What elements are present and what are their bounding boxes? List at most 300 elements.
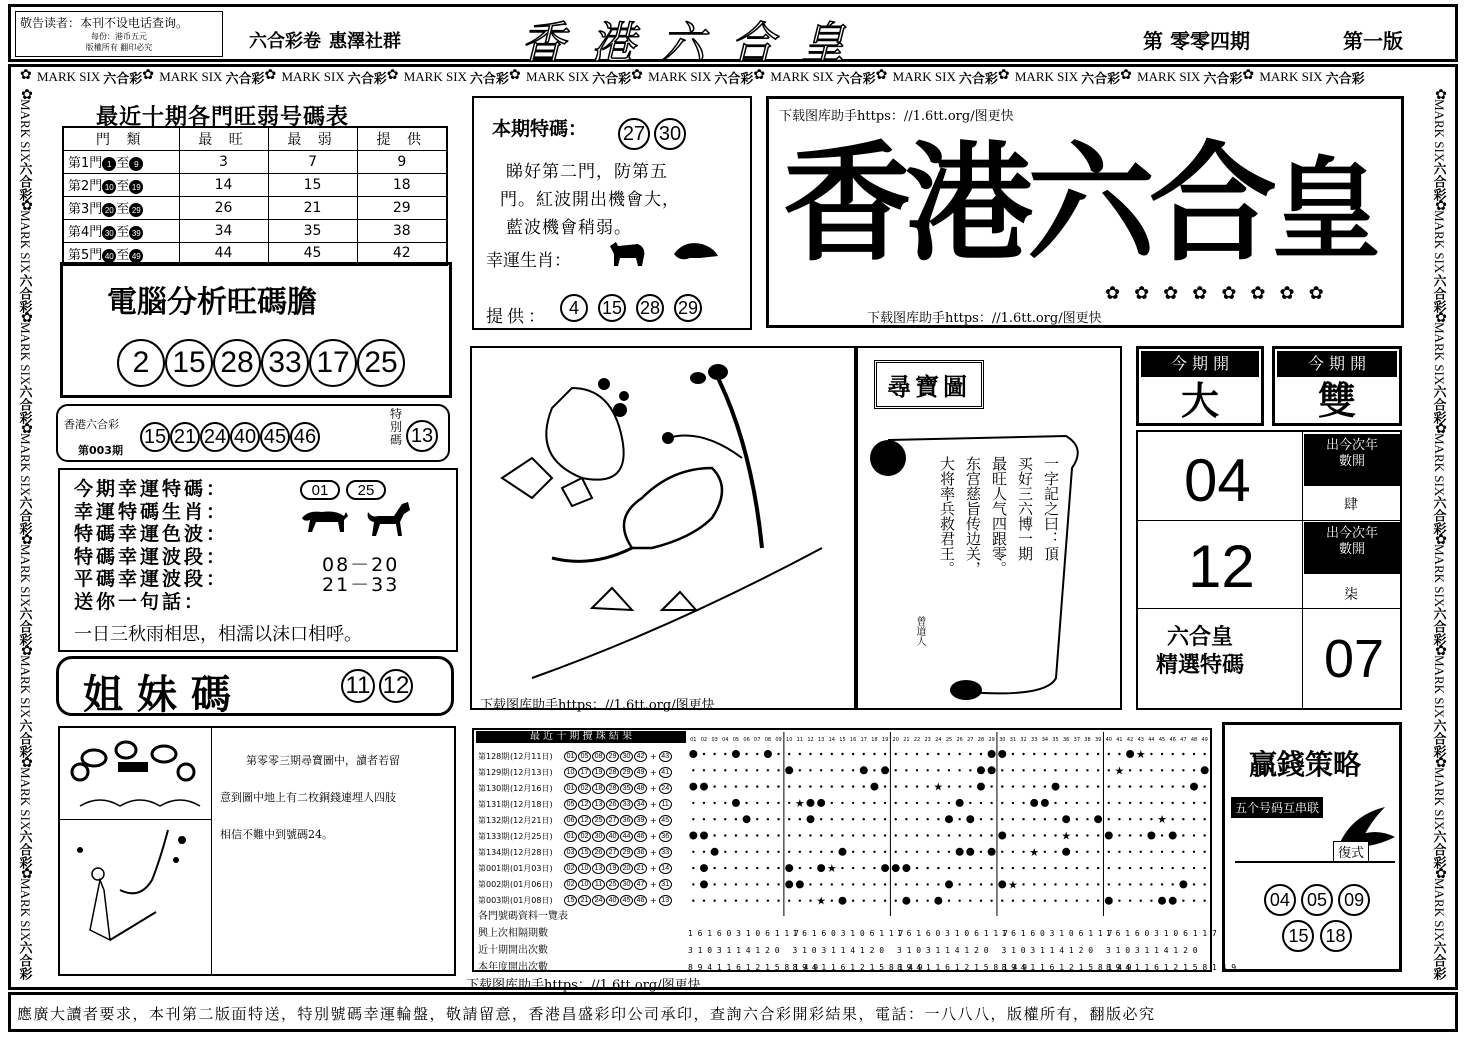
bead-dot	[926, 753, 928, 755]
bead-number: 21	[578, 895, 591, 906]
bead-hit	[700, 864, 708, 872]
bead-dot	[756, 753, 758, 755]
flower-icon	[387, 70, 401, 84]
lucky-saying: 一日三秋雨相思，相濡以沫口相呼。	[74, 624, 362, 645]
bead-dot	[809, 900, 811, 902]
bead-dot	[1086, 769, 1088, 771]
bead-dot	[745, 900, 747, 902]
bead-dot	[1140, 785, 1142, 787]
bead-dot	[895, 769, 897, 771]
bead-dot	[1076, 834, 1078, 836]
bead-hit	[956, 848, 964, 856]
number-ball: 30	[654, 118, 686, 150]
bead-star: ★	[794, 796, 805, 810]
flower-icon	[18, 535, 32, 544]
bead-dot	[788, 900, 790, 902]
bead-dot	[937, 802, 939, 804]
strip-text: MARK SIX	[648, 69, 712, 84]
bead-number: 21	[634, 863, 647, 874]
strip-brand: 六合彩	[836, 71, 876, 87]
bead-dot	[1033, 883, 1035, 885]
bead-col-label: 06	[743, 737, 750, 743]
bead-dot	[799, 867, 801, 869]
bead-dot	[905, 834, 907, 836]
bead-col-label: 44	[1148, 737, 1155, 743]
bead-dot	[969, 769, 971, 771]
bead-dot	[1054, 802, 1056, 804]
flower-icon	[18, 758, 32, 767]
give-cell: 38	[357, 219, 447, 242]
bead-number: 18	[592, 783, 605, 794]
summary-label: 興上次相隔期數	[478, 928, 548, 939]
bead-col-label: 30	[999, 737, 1006, 743]
bead-dot	[767, 802, 769, 804]
strategy-tag: 復式	[1333, 841, 1369, 862]
bead-col-label: 41	[1116, 737, 1123, 743]
bead-dot	[799, 785, 801, 787]
bead-hit	[700, 832, 708, 840]
summary-label: 各門號碼資料一覽表	[478, 911, 568, 922]
strip-text: MARK SIX	[1432, 544, 1447, 608]
bead-dot	[884, 753, 886, 755]
flower-icon	[753, 70, 767, 84]
bead-col-label: 29	[988, 737, 995, 743]
bead-dot	[1203, 802, 1205, 804]
bead-dot	[1022, 769, 1024, 771]
bead-dot	[852, 753, 854, 755]
bead-dot	[948, 769, 950, 771]
strip-brand: 六合彩	[103, 71, 143, 87]
strip-text: MARK SIX	[403, 69, 467, 84]
bead-dot	[724, 802, 726, 804]
bead-number: 39	[634, 815, 647, 826]
bead-hit	[966, 815, 974, 823]
bead-hit	[956, 799, 964, 807]
bead-dot	[926, 883, 928, 885]
bead-col-label: 47	[1180, 737, 1187, 743]
bead-dot	[980, 900, 982, 902]
bead-table	[472, 728, 1237, 973]
bead-dot	[1193, 834, 1195, 836]
bead-dot	[958, 785, 960, 787]
bead-dot	[1129, 818, 1131, 820]
strip-brand: 六合彩	[1431, 718, 1447, 758]
bead-col-label: 35	[1052, 737, 1059, 743]
summary-cell: 3 1 0 3 1 1 4 1 2 0	[897, 946, 989, 955]
lucky-box	[58, 468, 458, 652]
strip-text: MARK SIX	[1432, 432, 1447, 496]
bead-dot	[1076, 785, 1078, 787]
bead-dot	[820, 769, 822, 771]
bead-hit	[796, 880, 804, 888]
min-cell: 35	[268, 219, 357, 242]
bead-hit	[1201, 766, 1209, 774]
bead-dot	[1129, 867, 1131, 869]
lucky-line: 特碼幸運波段：	[74, 545, 229, 568]
bead-special: 41	[659, 767, 672, 778]
strip-brand: 六合彩	[1431, 162, 1447, 202]
lucky-line: 平碼幸運波段：	[74, 568, 229, 590]
bead-dot	[724, 753, 726, 755]
min-cell: 15	[268, 173, 357, 196]
bead-dot	[1033, 834, 1035, 836]
flower-icon	[1120, 70, 1134, 84]
computer-analysis-box	[60, 262, 452, 398]
bead-number: 24	[592, 895, 605, 906]
bead-special: 13	[659, 895, 672, 906]
bead-number: 44	[620, 831, 633, 842]
bead-dot	[1182, 753, 1184, 755]
flower-icon	[1432, 313, 1446, 322]
download-link[interactable]: 下载图库助手https：//1.6tt.org/图更快	[466, 978, 701, 993]
bead-dot	[852, 769, 854, 771]
bead-number: 29	[606, 751, 619, 762]
bead-dot	[969, 785, 971, 787]
table-row	[63, 150, 447, 173]
min-cell: 45	[268, 242, 357, 265]
issue-label	[1143, 25, 1250, 54]
bead-hit	[807, 799, 815, 807]
bead-dot	[969, 834, 971, 836]
bead-number: 30	[620, 879, 633, 890]
bead-dot	[788, 851, 790, 853]
bead-dot	[990, 883, 992, 885]
bead-dot	[1001, 769, 1003, 771]
bead-dot	[905, 818, 907, 820]
bead-number: 30	[592, 831, 605, 842]
number-ball: 25	[346, 480, 386, 500]
bead-hit	[1062, 848, 1070, 856]
flower-icon	[1432, 758, 1446, 767]
bead-col-label: 45	[1158, 737, 1166, 743]
header-bar	[8, 4, 1458, 69]
download-link[interactable]: 下载图库助手https：//1.6tt.org/图更快	[779, 109, 1014, 124]
min-cell: 21	[268, 196, 357, 219]
bead-dot	[745, 834, 747, 836]
bead-dot	[1012, 818, 1014, 820]
bead-dot	[1044, 785, 1046, 787]
bead-dot	[820, 883, 822, 885]
bead-dot	[1203, 818, 1205, 820]
bead-dot	[1108, 785, 1110, 787]
bead-dot	[1108, 883, 1110, 885]
bead-hit	[1052, 783, 1060, 791]
bead-dot	[895, 802, 897, 804]
bead-hit	[1190, 783, 1198, 791]
bead-dot	[1012, 900, 1014, 902]
bead-dot	[873, 834, 875, 836]
bead-dot	[1076, 900, 1078, 902]
bead-dot	[863, 834, 865, 836]
bead-dot	[905, 769, 907, 771]
bead-date: (12月28日)	[510, 847, 553, 857]
bead-col-label: 11	[796, 737, 804, 743]
bead-dot	[831, 834, 833, 836]
bead-dot	[713, 883, 715, 885]
bead-row: 第133期 (12月25日) 01 02 30 40 44 46 + 36	[478, 828, 686, 844]
summary-cell: 3 1 0 3 1 1 4 1 2 0	[1001, 946, 1094, 955]
bead-dot	[1001, 867, 1003, 869]
bead-dot	[1086, 900, 1088, 902]
bead-dot	[735, 851, 737, 853]
bead-hit	[732, 799, 740, 807]
bead-dot	[1022, 851, 1024, 853]
bead-dot	[1097, 883, 1099, 885]
bead-dot	[1054, 769, 1056, 771]
bead-dot	[767, 883, 769, 885]
bead-special: 14	[659, 863, 672, 874]
col-header: 門 類	[63, 127, 179, 150]
bead-dot	[873, 867, 875, 869]
bead-dot	[884, 818, 886, 820]
bead-dot	[1001, 818, 1003, 820]
bead-col-label: 21	[903, 737, 910, 743]
bead-hit	[785, 864, 793, 872]
bead-dot	[863, 851, 865, 853]
bead-number: 49	[634, 767, 647, 778]
bead-dot	[1129, 883, 1131, 885]
bead-dot	[1086, 818, 1088, 820]
bead-dot	[767, 851, 769, 853]
strip-text: MARK SIX	[892, 69, 956, 84]
strip-text: MARK SIX	[1432, 766, 1447, 830]
flower-icon	[1432, 424, 1446, 433]
number-ball: 29	[674, 294, 702, 322]
lucky-line: 今期幸運特碼：	[74, 478, 229, 500]
flower-icon	[509, 70, 523, 84]
special-label: 特別碼	[390, 407, 403, 447]
summary-cell: 1 6 1 6 0 3 1 0 6 1 1 7	[1001, 929, 1113, 938]
summary-cell: 1 6 1 6 0 3 1 0 6 1 1 7	[1106, 929, 1217, 938]
bead-number: 10	[564, 767, 577, 778]
bead-dot	[1054, 900, 1056, 902]
bead-hit	[1179, 880, 1187, 888]
bead-dot	[1022, 753, 1024, 755]
bead-dot	[1076, 818, 1078, 820]
bead-dot	[948, 900, 950, 902]
number-ball: 4	[560, 294, 588, 322]
left-brand-strip	[14, 90, 36, 980]
pick-label-line: 精選特碼	[1156, 653, 1245, 678]
notice-line3: 版權所有 翻印必究	[85, 43, 153, 52]
bead-hit	[988, 766, 996, 774]
strip-text: MARK SIX	[1432, 210, 1447, 274]
bead-dot	[895, 900, 897, 902]
bead-dot	[1097, 867, 1099, 869]
bead-dot	[1022, 834, 1024, 836]
bead-dot	[852, 834, 854, 836]
flower-icon	[18, 424, 32, 433]
flower-icon	[998, 70, 1012, 84]
strategy-numbers	[1247, 883, 1387, 955]
bead-dot	[937, 769, 939, 771]
bead-dot	[1001, 802, 1003, 804]
bead-dot	[969, 867, 971, 869]
notice-line1: 敬告读者：本刊不设电话查询。	[20, 16, 189, 30]
logo-char: 六	[1027, 129, 1150, 279]
bead-dot	[756, 802, 758, 804]
bead-dot	[713, 753, 715, 755]
bead-dot	[745, 802, 747, 804]
bead-col-label: 25	[945, 737, 953, 743]
bead-hit	[1094, 815, 1102, 823]
bead-dot	[1065, 785, 1067, 787]
bead-hit	[700, 783, 708, 791]
door-table-title: 最近十期各門旺弱号碼表	[96, 105, 350, 130]
bead-dot	[777, 851, 779, 853]
bead-col-label: 09	[775, 737, 782, 743]
bead-special: 31	[659, 879, 672, 890]
bead-dot	[799, 769, 801, 771]
bead-col-label: 20	[892, 737, 899, 743]
bead-row: 第128期 (12月11日) 01 05 08 29 30 42 + 43	[478, 748, 686, 764]
bead-dot	[1203, 900, 1205, 902]
flower-icon	[18, 869, 32, 878]
summary-cell: 3 1 0 3 1 1 4 1 2 0	[688, 946, 780, 955]
bead-dot	[767, 769, 769, 771]
strip-text: MARK SIX	[18, 766, 33, 830]
bead-dot	[724, 883, 726, 885]
bead-dot	[713, 769, 715, 771]
bead-dot	[958, 834, 960, 836]
bead-col-label: 18	[871, 737, 878, 743]
table-row	[63, 173, 447, 196]
bead-dot	[724, 900, 726, 902]
bead-dot	[1022, 900, 1024, 902]
bead-dot	[767, 900, 769, 902]
bead-dot	[905, 753, 907, 755]
lucky-line: 幸運特碼生肖：	[74, 500, 229, 523]
table-row	[63, 196, 447, 219]
bead-number: 25	[606, 879, 619, 890]
download-link[interactable]: 下载图库助手https：//1.6tt.org/图更快	[867, 311, 1102, 326]
bead-hit	[977, 783, 985, 791]
bead-dot	[1033, 785, 1035, 787]
bead-dot	[969, 753, 971, 755]
special-line: 睇好第二門，防第五	[506, 162, 668, 182]
logo-char: 合	[1149, 129, 1272, 279]
col-header: 提 供	[357, 127, 447, 150]
bead-hit	[732, 750, 740, 758]
bead-dot	[1065, 769, 1067, 771]
bead-col-label: 48	[1190, 737, 1198, 743]
number-ball: 09	[1338, 884, 1370, 916]
bead-dot	[1065, 802, 1067, 804]
bead-dot	[1182, 867, 1184, 869]
bead-dot	[841, 785, 843, 787]
bead-hit	[1030, 799, 1038, 807]
special-title: 本期特碼：	[492, 118, 588, 140]
bead-number: 15	[578, 847, 591, 858]
strip-brand: 六合彩	[1431, 273, 1447, 313]
bead-hit	[998, 832, 1006, 840]
number-ball: 25	[357, 339, 405, 387]
summary-label: 本年度開出次數	[478, 962, 548, 973]
bead-dot	[1172, 785, 1174, 787]
bead-dot	[948, 802, 950, 804]
bead-hit	[807, 815, 815, 823]
strip-brand: 六合彩	[1081, 71, 1121, 87]
number-ball: 45	[260, 422, 290, 452]
bead-dot	[1097, 834, 1099, 836]
bead-number: 36	[620, 815, 633, 826]
bead-issue: 第132期	[478, 815, 510, 825]
open-label: 今 期 開	[1277, 351, 1397, 377]
bead-star: ★	[1135, 748, 1146, 761]
bead-dot	[1001, 900, 1003, 902]
bead-special: 11	[659, 799, 672, 810]
bead-dot	[1203, 834, 1205, 836]
bead-col-label: 23	[924, 737, 931, 743]
bead-dot	[799, 834, 801, 836]
bead-dot	[884, 900, 886, 902]
strip-brand: 六合彩	[1325, 71, 1365, 87]
bead-hit	[1169, 832, 1177, 840]
strip-brand: 六合彩	[17, 162, 33, 202]
bead-dot	[1054, 867, 1056, 869]
bead-dot	[735, 785, 737, 787]
bead-dot	[1150, 802, 1152, 804]
bead-col-label: 10	[786, 737, 793, 743]
flower-icon	[1242, 70, 1256, 84]
bead-dot	[1097, 769, 1099, 771]
bead-dot	[692, 883, 694, 885]
puzzle-line: 意到圖中地上有二枚銅錢連埋人四肢	[220, 791, 396, 804]
bead-dot	[884, 851, 886, 853]
bead-dot	[895, 785, 897, 787]
bead-hit	[902, 864, 910, 872]
bead-dot	[937, 867, 939, 869]
bead-dot	[1193, 818, 1195, 820]
bead-dot	[1033, 818, 1035, 820]
bead-dot	[1129, 785, 1131, 787]
bead-hit	[838, 897, 846, 905]
result-box	[56, 404, 450, 462]
bead-col-label: 01	[690, 737, 697, 743]
bead-number: 26	[592, 847, 605, 858]
lucky-numbers	[300, 480, 386, 500]
bead-dot	[1065, 900, 1067, 902]
bead-dot	[1172, 867, 1174, 869]
strip-text: MARK SIX	[1432, 321, 1447, 385]
sister-label: 姐 妹 碼	[83, 671, 231, 718]
bead-number: 28	[606, 783, 619, 794]
flower-icon	[1432, 90, 1446, 99]
puzzle-text	[220, 742, 450, 853]
bead-dot	[1172, 883, 1174, 885]
strip-brand: 六合彩	[17, 718, 33, 758]
bead-dot	[1182, 834, 1184, 836]
bead-dot	[852, 883, 854, 885]
bead-dot	[1182, 785, 1184, 787]
bead-dot	[831, 769, 833, 771]
bead-dot	[1022, 802, 1024, 804]
bead-dot	[745, 753, 747, 755]
bead-dot	[916, 851, 918, 853]
strategy-title: 贏錢策略	[1249, 748, 1362, 781]
top-brand-strip	[20, 66, 1450, 88]
summary-cell: 8 9 4 1 1 6 1 2 1 5 8 1 4 9	[688, 963, 819, 972]
bead-dot	[1012, 834, 1014, 836]
download-link[interactable]: 下载图库助手https：//1.6tt.org/图更快	[480, 698, 715, 713]
bead-dot	[1033, 769, 1035, 771]
bead-date: (01月03日)	[510, 863, 553, 873]
bead-dot	[1054, 834, 1056, 836]
strip-text: MARK SIX	[18, 99, 33, 163]
bead-dot	[1161, 851, 1163, 853]
bead-dot	[1086, 851, 1088, 853]
bead-dot	[1054, 851, 1056, 853]
